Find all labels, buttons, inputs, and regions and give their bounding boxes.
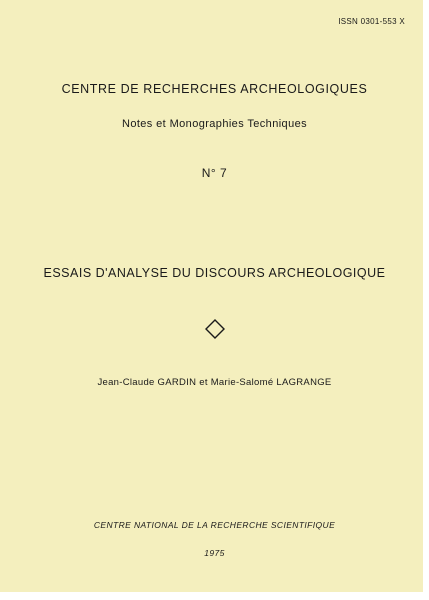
diamond-outline-icon: [204, 318, 226, 340]
volume-number: N° 7: [201, 166, 228, 180]
issn-number: ISSN 0301-553 X: [338, 17, 405, 26]
page-edge-right: [423, 0, 429, 600]
page-edge-bottom: [0, 592, 429, 600]
publisher: CENTRE NATIONAL DE LA RECHERCHE SCIENTIFIQUE: [93, 520, 336, 530]
centre-title: CENTRE DE RECHERCHES ARCHEOLOGIQUES: [61, 82, 368, 96]
book-title: ESSAIS D'ANALYSE DU DISCOURS ARCHEOLOGIQUE: [43, 266, 386, 280]
publication-year: 1975: [204, 548, 225, 558]
diamond-outline-icon-svg: [204, 318, 226, 340]
series-title: Notes et Monographies Techniques: [121, 118, 308, 130]
authors: Jean-Claude GARDIN et Marie-Salomé LAGRANGE: [97, 377, 332, 388]
